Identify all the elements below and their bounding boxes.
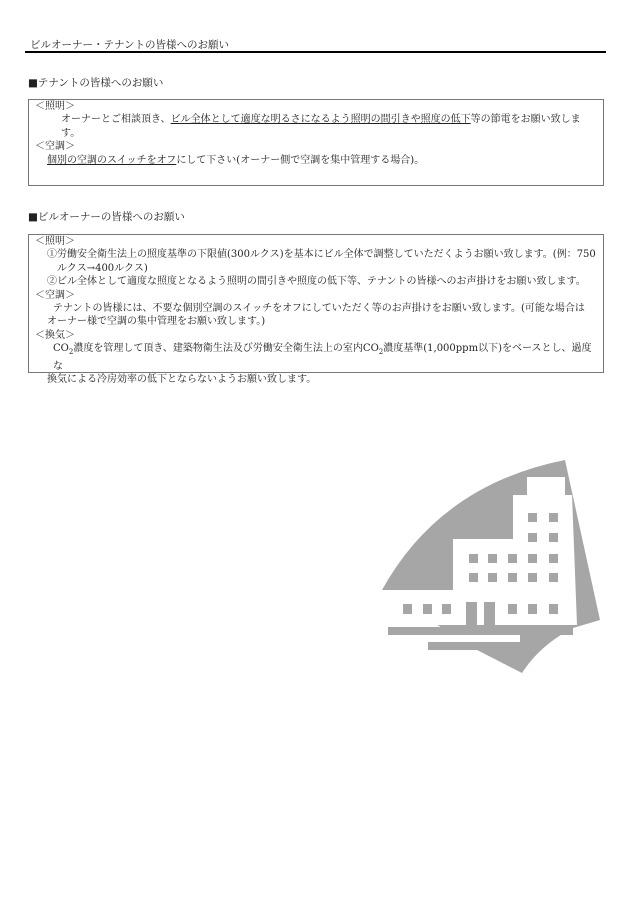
owner-request-box <box>28 234 604 386</box>
building-logo-icon <box>380 460 610 680</box>
owner-ac-text: テナントの皆様には、不要な個別空調のスイッチをオフにしていただく等のお声掛けをお願い致します。(可能な場合は <box>53 303 585 315</box>
header-divider <box>25 51 606 53</box>
text: 濃度を管理して頂き、建築物衛生法及び労働安全衛生法上の室内CO <box>73 343 379 355</box>
owner-lighting-item-1-cont: ルクス→400ルクス) <box>57 262 148 274</box>
owner-vent-text <box>33 342 599 373</box>
tenant-ac-label: ＜空調＞ <box>35 141 75 153</box>
owner-vent-label: ＜換気＞ <box>35 329 75 341</box>
text: 濃度基準(1,000ppm以下)をベースとし、過度な <box>53 343 592 372</box>
text: CO <box>53 343 69 355</box>
page-header-title: ビルオーナー・テナントの皆様へのお願い <box>30 39 229 51</box>
underlined-text: 個別の空調のスイッチをオフ <box>47 154 177 166</box>
owner-ac-text-cont: オーナー様で空調の集中管理をお願い致します。) <box>47 316 266 328</box>
owner-lighting-label: ＜照明＞ <box>35 236 75 247</box>
tenant-lighting-label: ＜照明＞ <box>35 101 75 112</box>
text: オーナーとご相談頂き、 <box>61 114 171 126</box>
owner-ac-label: ＜空調＞ <box>35 289 75 301</box>
tenant-lighting-text <box>33 113 599 140</box>
owner-section-heading: ■ビルオーナーの皆様へのお願い <box>28 211 185 223</box>
underlined-text: ビル全体として適度な明るさになるよう照明の間引きや照度の低下 <box>170 114 471 126</box>
text: にして下さい(オーナー側で空調を集中管理する場合)。 <box>176 154 425 166</box>
tenant-request-box <box>28 99 604 186</box>
owner-lighting-item-2: ②ビル全体として適度な照度となるよう照明の間引きや照度の低下等、テナントの皆様へのお声掛けをお願い致します。 <box>47 276 586 288</box>
tenant-ac-text <box>33 154 599 167</box>
tenant-section-heading: ■テナントの皆様へのお願い <box>28 77 164 89</box>
subscript: 2 <box>68 348 74 357</box>
owner-vent-text-cont: 換気による冷房効率の低下とならないようお願い致します。 <box>47 374 317 386</box>
subscript: 2 <box>378 348 384 357</box>
owner-lighting-item-1: ①労働安全衛生法上の照度基準の下限値(300ルクス)を基本にビル全体で調整していただくようお願い致します。(例：750 <box>47 249 596 261</box>
text: 等の節電をお願い致します。 <box>61 114 581 139</box>
